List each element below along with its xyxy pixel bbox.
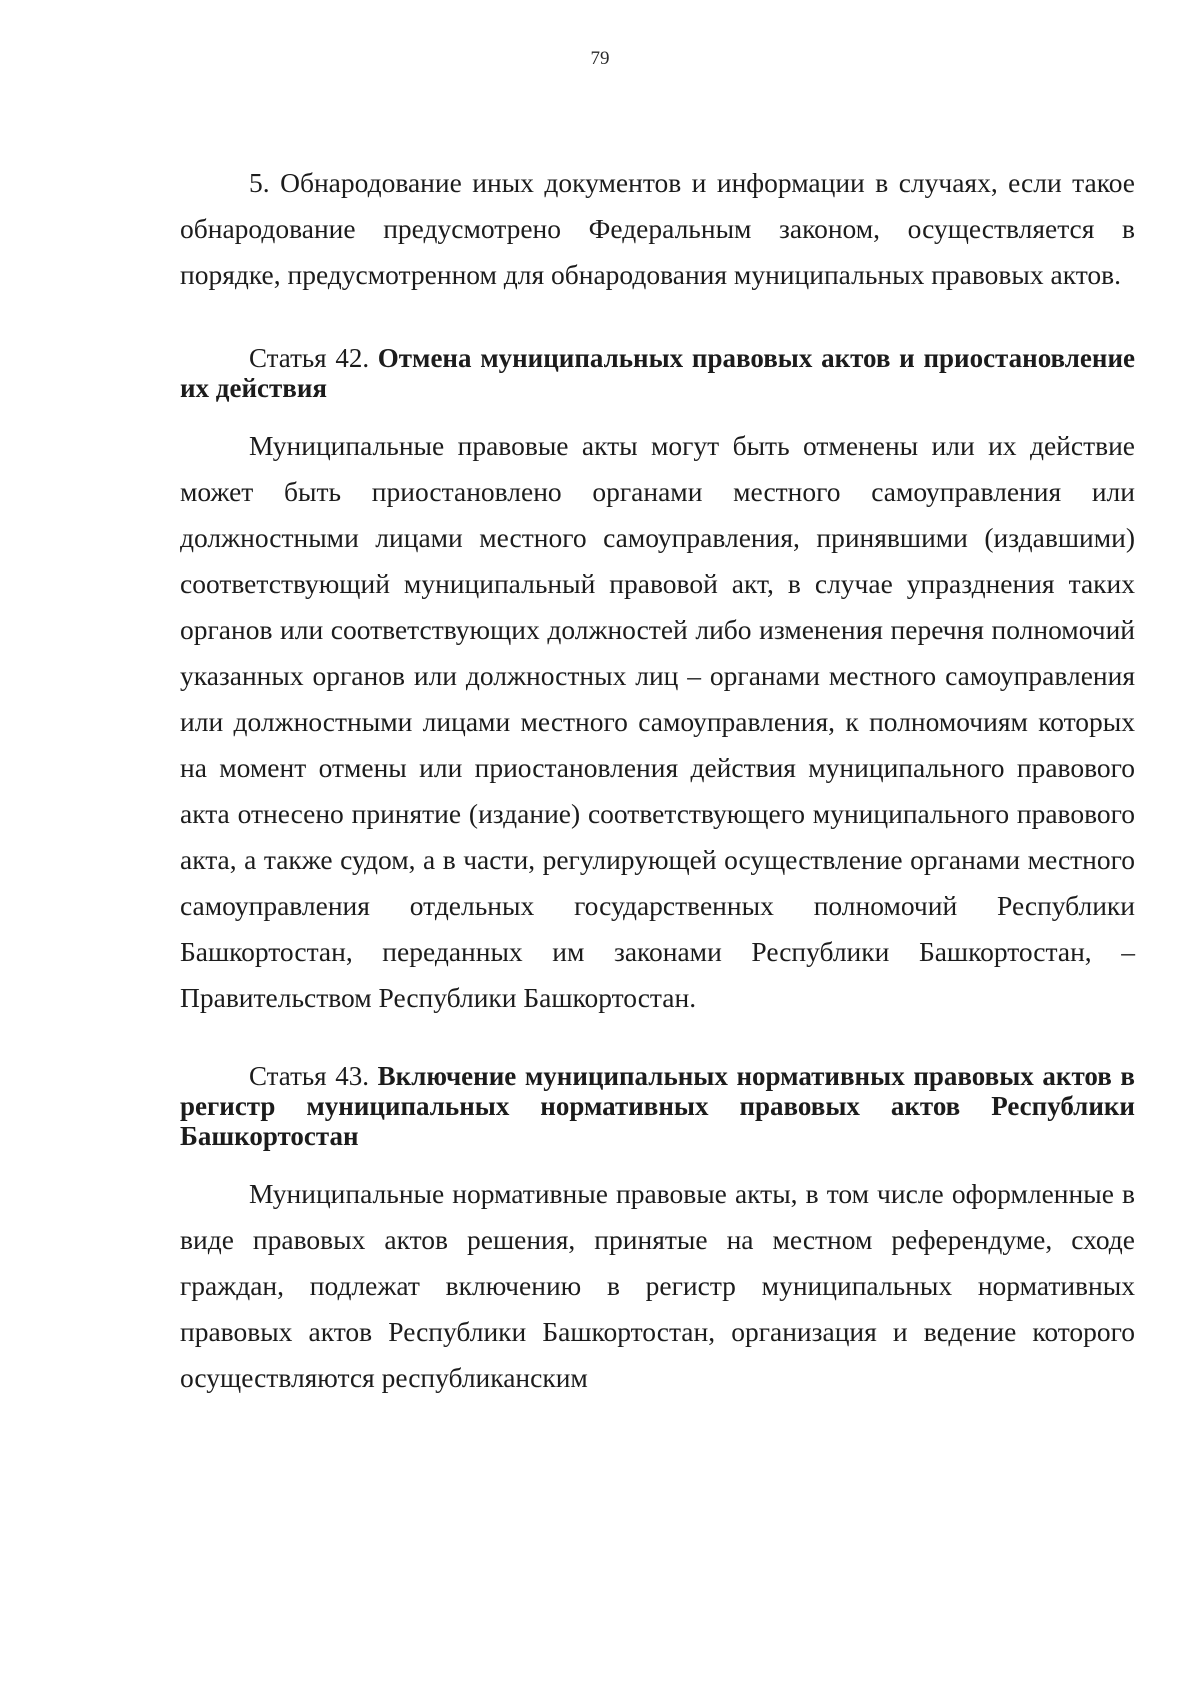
paragraph-5: 5. Обнародование иных документов и информации в случаях, если такое обнародование предусмотрено Федеральным законом, осуществляется в порядке, предусмотренном для обнародования муниципальных правовых актов. xyxy=(180,167,1135,290)
document-body xyxy=(180,160,1135,1401)
page-number: 79 xyxy=(590,48,610,69)
article-42-heading xyxy=(180,343,1135,403)
article-43-body: Муниципальные нормативные правовые акты, в том числе оформленные в виде правовых актов решения, принятые на местном референдуме, сходе граждан, подлежат включению в регистр муниципальных нормативных правовых актов Республики Башкортостан, организация и ведение которого осуществляются республиканским xyxy=(180,1178,1135,1393)
article-43-title: Включение муниципальных нормативных правовых актов в регистр муниципальных нормативных правовых актов Республики Башкортостан xyxy=(180,1061,1135,1151)
article-42-title: Отмена муниципальных правовых актов и приостановление их действия xyxy=(180,343,1135,403)
article-42-body: Муниципальные правовые акты могут быть отменены или их действие может быть приостановлено органами местного самоуправления или должностными лицами местного самоуправления, принявшими (издавшими) соответствующий муниципальный правовой акт, в случае упразднения таких органов или соответствующих должностей либо изменения перечня полномочий указанных органов или должностных лиц – органами местного самоуправления или должностными лицами местного самоуправления, к полномочиям которых на момент отмены или приостановления действия муниципального правового акта отнесено принятие (издание) соответствующего муниципального правового акта, а также судом, а в части, регулирующей осуществление органами местного самоуправления отдельных государственных полномочий Республики Башкортостан, переданных им законами Республики Башкортостан, – Правительством Республики Башкортостан. xyxy=(180,430,1135,1013)
article-42-prefix: Статья 42. xyxy=(249,343,370,373)
article-43-heading xyxy=(180,1061,1135,1151)
article-43-prefix: Статья 43. xyxy=(249,1061,369,1091)
